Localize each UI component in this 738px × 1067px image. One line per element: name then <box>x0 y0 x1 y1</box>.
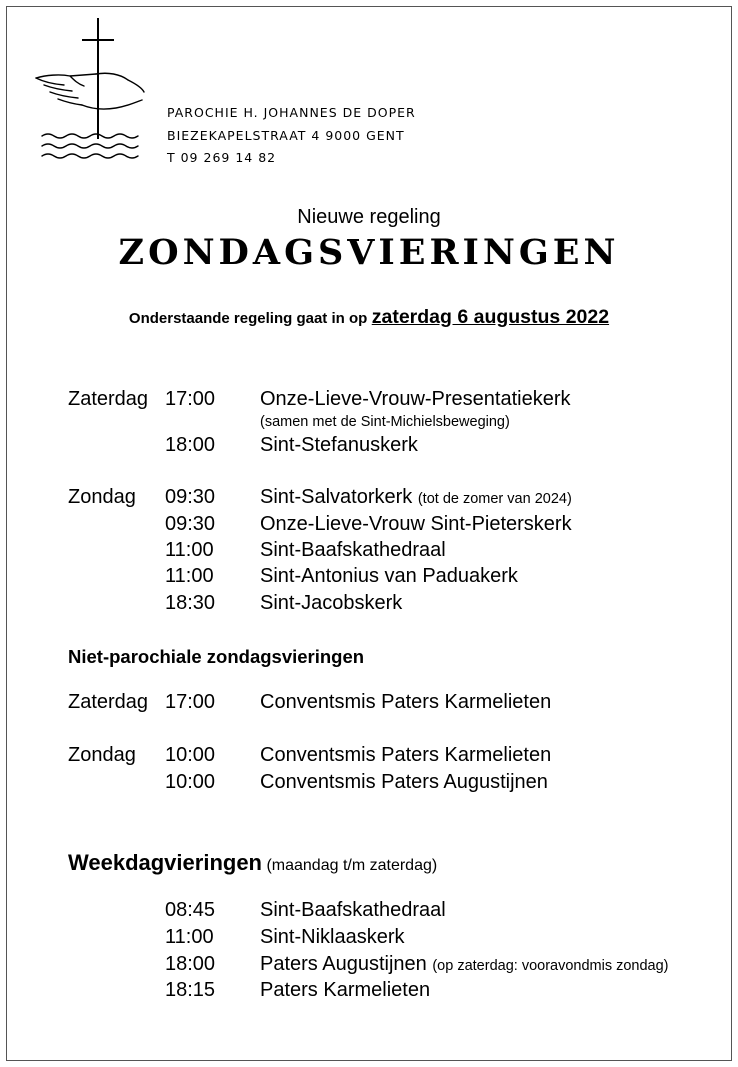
service-time: 09:30 <box>165 486 216 508</box>
weekday-heading-note: (maandag t/m zaterdag) <box>266 857 438 874</box>
service-time: 18:00 <box>165 953 216 975</box>
service-place: Sint-Antonius van Paduakerk <box>260 565 518 587</box>
service-place: Sint-Baafskathedraal <box>260 539 446 561</box>
service-time: 18:15 <box>165 979 216 1001</box>
parish-phone: T 09 269 14 82 <box>167 150 277 165</box>
parish-logo <box>32 14 162 169</box>
service-place: Conventsmis Paters Augustijnen <box>260 771 548 793</box>
section-heading-weekday <box>68 850 437 876</box>
effective-date: zaterdag 6 augustus 2022 <box>371 306 610 328</box>
service-note: (tot de zomer van 2024) <box>417 491 572 507</box>
day-label: Zondag <box>68 744 136 766</box>
parish-address: BIEZEKAPELSTRAAT 4 9000 GENT <box>167 127 405 143</box>
section-heading-non-parochial: Niet-parochiale zondagsvieringen <box>68 646 365 667</box>
parish-address-block <box>167 102 416 170</box>
service-note: (op zaterdag: vooravondmis zondag) <box>432 958 669 974</box>
service-place: Sint-Baafskathedraal <box>260 899 446 921</box>
service-place: Sint-Stefanuskerk <box>260 434 418 456</box>
day-label: Zaterdag <box>68 388 149 410</box>
effective-lead: Onderstaande regeling gaat in op <box>128 310 368 327</box>
weekday-heading: Weekdagvieringen <box>68 850 262 875</box>
service-time: 17:00 <box>165 691 216 713</box>
service-time: 11:00 <box>165 565 214 587</box>
service-place: Conventsmis Paters Karmelieten <box>260 744 552 766</box>
service-time: 08:45 <box>165 899 216 921</box>
water-icon <box>42 134 138 158</box>
service-place: Onze-Lieve-Vrouw-Presentatiekerk <box>260 388 571 410</box>
service-time: 10:00 <box>165 771 216 793</box>
service-time: 17:00 <box>165 388 216 410</box>
page-subtitle: Nieuwe regeling <box>297 206 441 228</box>
effective-date-line <box>0 306 738 329</box>
service-place: Paters Augustijnen <box>260 953 427 975</box>
service-place: Conventsmis Paters Karmelieten <box>260 691 552 713</box>
service-time: 10:00 <box>165 744 216 766</box>
service-place: Sint-Niklaaskerk <box>260 926 405 948</box>
service-note: (samen met de Sint-Michielsbeweging) <box>260 414 510 430</box>
service-place-with-note <box>260 485 572 511</box>
service-place: Onze-Lieve-Vrouw Sint-Pieterskerk <box>260 513 572 535</box>
service-place: Sint-Jacobskerk <box>260 592 403 614</box>
parish-name: PAROCHIE H. JOHANNES DE DOPER <box>167 105 416 120</box>
day-label: Zondag <box>68 486 136 508</box>
service-place-with-note <box>260 952 669 978</box>
cross-icon <box>82 18 114 139</box>
service-time: 09:30 <box>165 513 216 535</box>
hand-icon <box>36 73 144 109</box>
day-label: Zaterdag <box>68 691 149 713</box>
service-time: 11:00 <box>165 539 214 561</box>
service-time: 18:00 <box>165 434 216 456</box>
page-title: ZONDAGSVIERINGEN <box>118 232 620 273</box>
service-time: 11:00 <box>165 926 214 948</box>
service-time: 18:30 <box>165 592 216 614</box>
service-place: Paters Karmelieten <box>260 979 431 1001</box>
service-place: Sint-Salvatorkerk <box>260 486 413 508</box>
